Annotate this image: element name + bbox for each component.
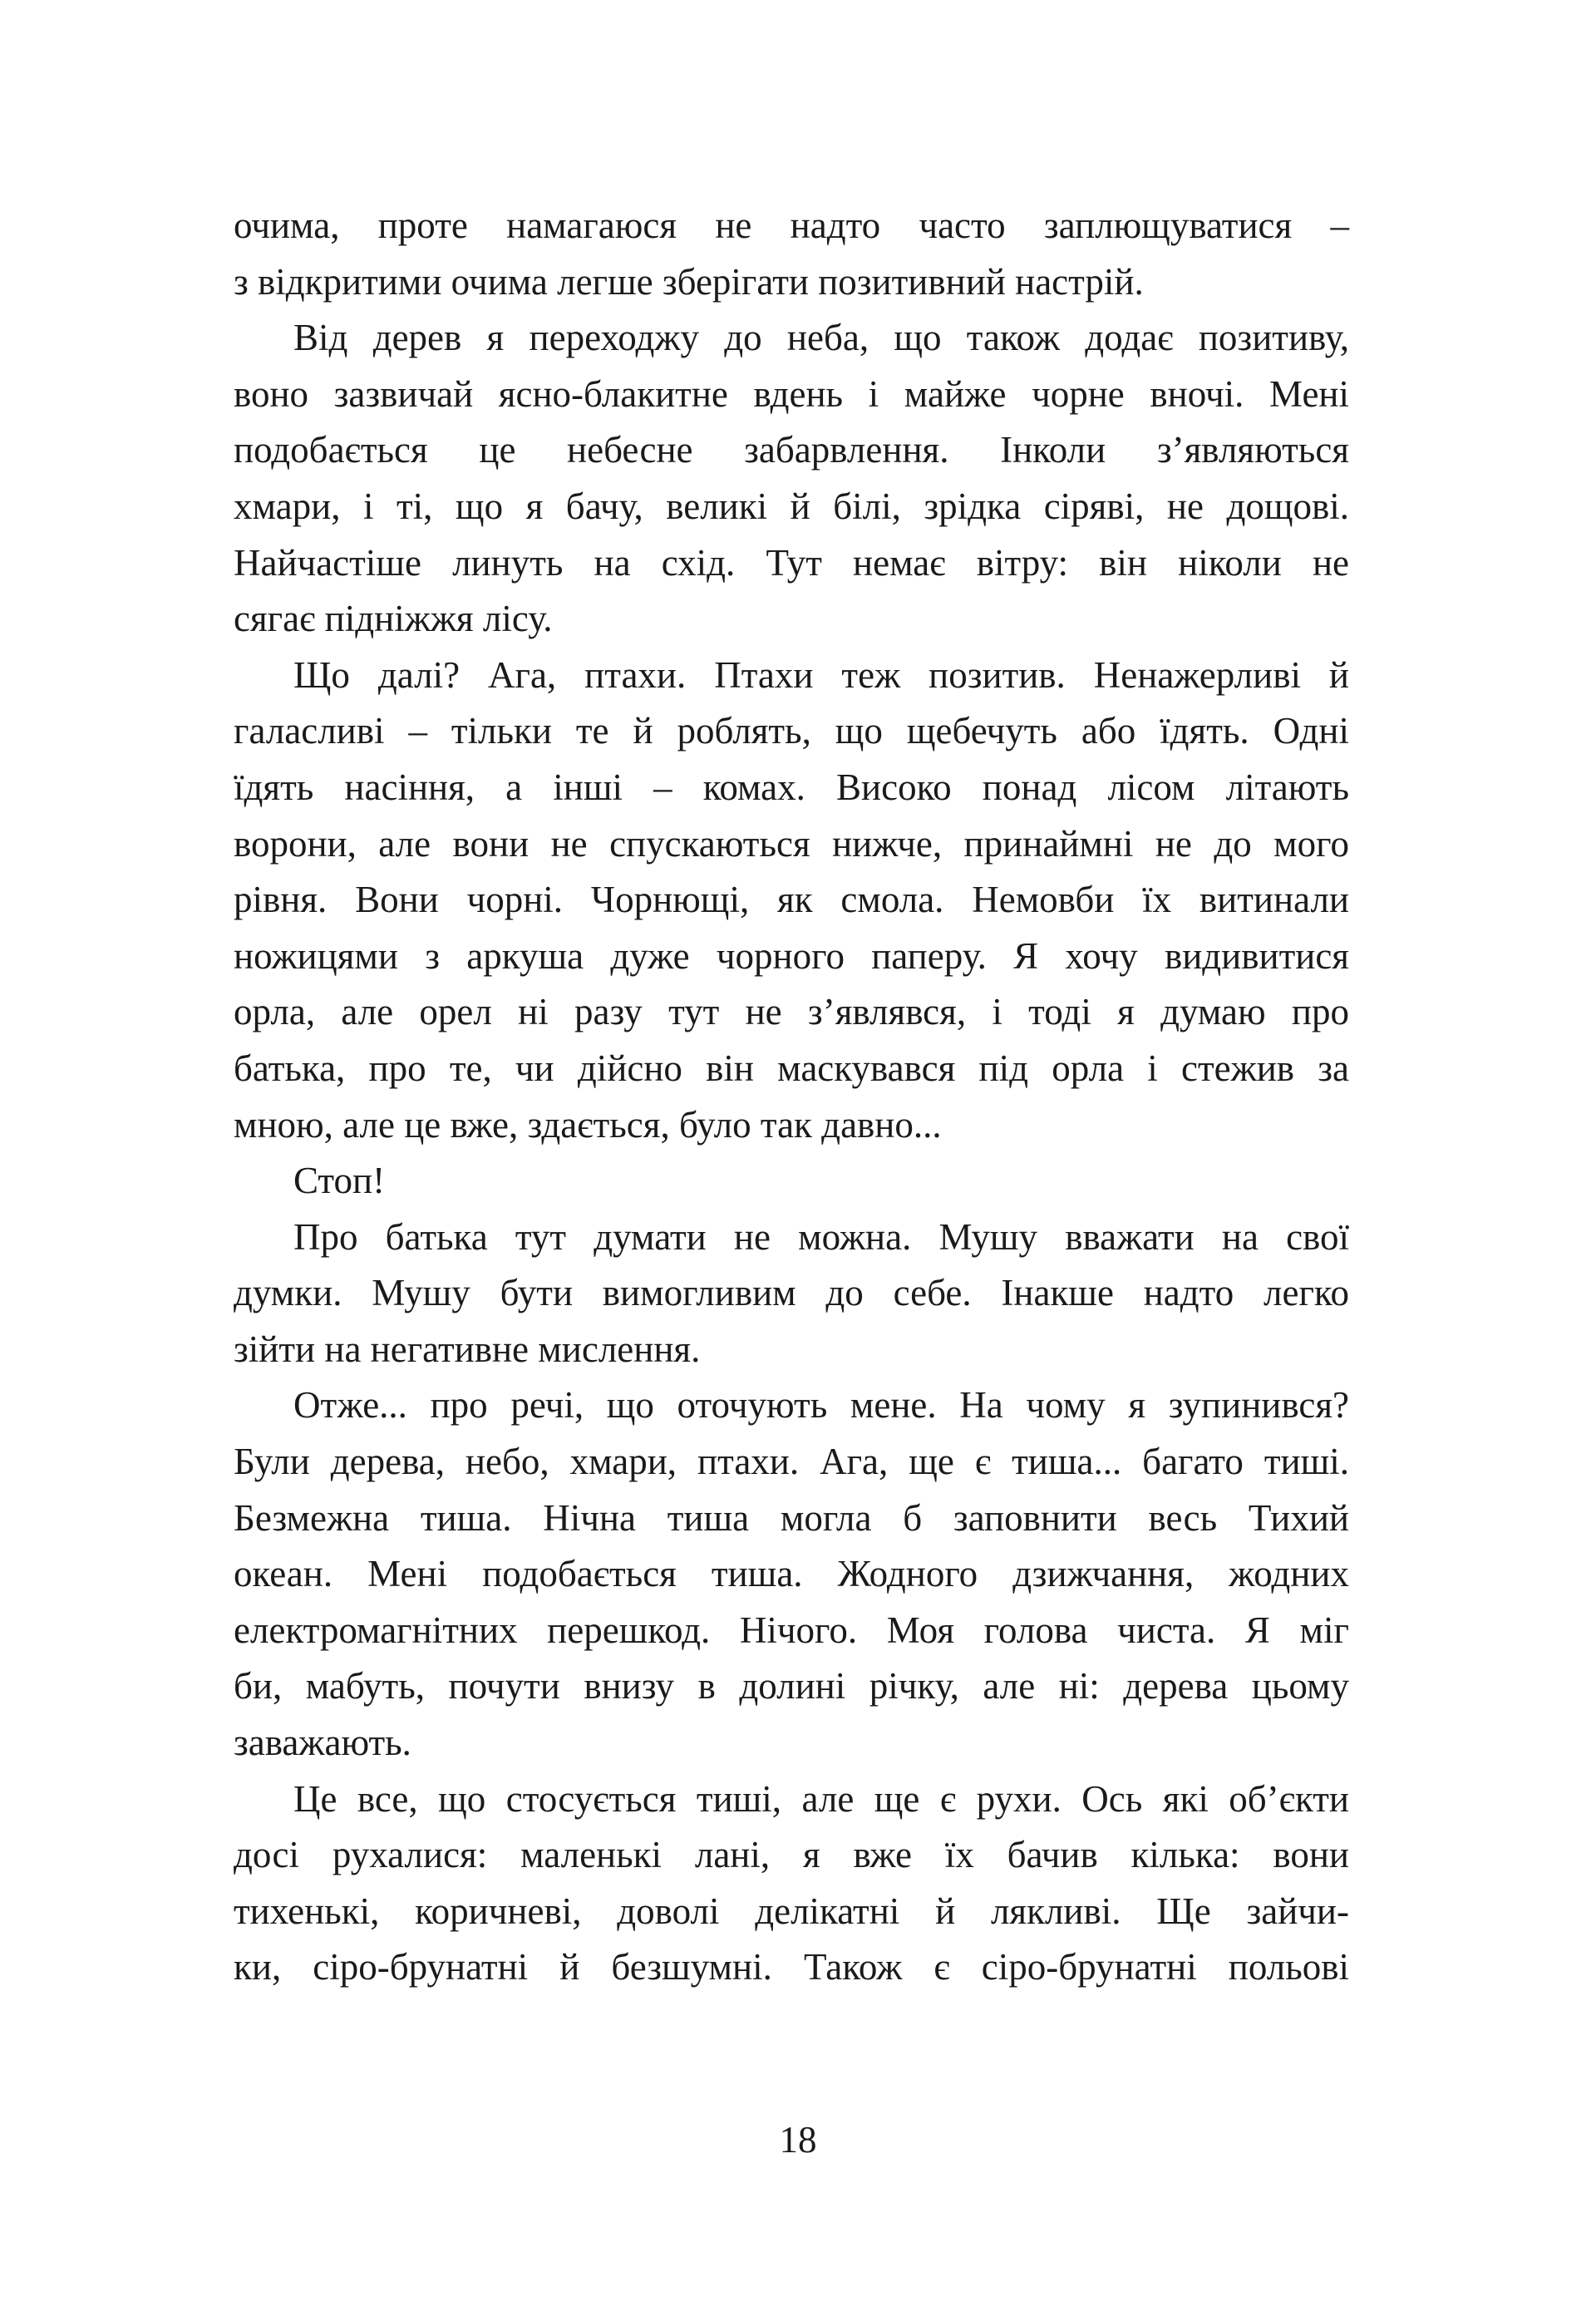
text-line: Безмежна тиша. Нічна тиша могла б заповнити весь Тихий — [234, 1496, 1349, 1539]
text-line: Стоп! — [293, 1160, 386, 1202]
text-line: рівня. Вони чорні. Чорнющі, як смола. Немовби їх витинали — [234, 879, 1349, 921]
text-line: Найчастіше линуть на схід. Тут немає вітру: він ніколи не — [234, 541, 1349, 584]
text-line: Що далі? Ага, птахи. Птахи теж позитив. Ненажерливі й — [293, 653, 1349, 696]
paragraph — [234, 1772, 1349, 1996]
text-line: очима, проте намагаюся не надто часто заплющуватися – — [234, 205, 1349, 246]
text-line: океан. Мені подобається тиша. Жодного дзижчання, жодних — [234, 1553, 1349, 1595]
text-line: їдять насіння, а інші – комах. Високо понад лісом літають — [234, 766, 1349, 808]
text-line: досі рухалися: маленькі лані, я вже їх бачив кілька: вони — [234, 1834, 1349, 1876]
paragraph — [234, 1153, 1349, 1210]
text-line: ножицями з аркуша дуже чорного паперу. Я хочу видивитися — [234, 934, 1349, 977]
paragraph — [234, 1377, 1349, 1771]
page-body-text — [234, 198, 1349, 1996]
page-number: 18 — [779, 2119, 817, 2161]
text-line: тихенькі, коричневі, доволі делікатні й лякливі. Ще зайчи- — [234, 1890, 1349, 1932]
paragraph — [234, 648, 1349, 1153]
text-line: з відкритими очима легше зберігати позитивний настрій. — [234, 260, 1144, 303]
text-line: сягає підніжжя лісу. — [234, 598, 553, 640]
paragraph — [234, 1210, 1349, 1378]
text-line: Отже... про речі, що оточують мене. На чому я зупинився? — [293, 1384, 1349, 1427]
text-line: орла, але орел ні разу тут не з’являвся, і тоді я думаю про — [234, 991, 1349, 1033]
text-line: мною, але це вже, здається, було так давно... — [234, 1103, 942, 1146]
text-line: Від дерев я переходжу до неба, що також додає позитиву, — [293, 317, 1349, 359]
paragraph — [234, 310, 1349, 648]
text-line: зійти на негативне мислення. — [234, 1328, 701, 1370]
text-line: ворони, але вони не спускаються нижче, принаймні не до мого — [234, 822, 1349, 865]
text-line: воно зазвичай ясно-блакитне вдень і майже чорне вночі. Мені — [234, 372, 1349, 415]
text-line: ки, сіро-брунатні й безшумні. Також є сіро-брунатні польові — [234, 1946, 1349, 1988]
paragraph — [234, 198, 1349, 310]
text-line: заважають. — [234, 1722, 411, 1764]
text-line: хмари, і ті, що я бачу, великі й білі, зрідка сіряві, не дощові. — [234, 485, 1349, 527]
text-line: галасливі – тільки те й роблять, що щебечуть або їдять. Одні — [234, 710, 1349, 752]
text-line: Про батька тут думати не можна. Мушу вважати на свої — [293, 1215, 1349, 1258]
text-line: електромагнітних перешкод. Нічого. Моя голова чиста. Я міг — [234, 1609, 1349, 1651]
text-line: батька, про те, чи дійсно він маскувався під орла і стежив за — [234, 1047, 1349, 1089]
text-line: би, мабуть, почути внизу в долині річку, але ні: дерева цьому — [234, 1665, 1349, 1707]
text-line: Були дерева, небо, хмари, птахи. Ага, ще є тиша... багато тиші. — [234, 1441, 1349, 1483]
text-line: подобається це небесне забарвлення. Інколи з’являються — [234, 429, 1349, 471]
text-line: думки. Мушу бути вимогливим до себе. Інакше надто легко — [234, 1272, 1349, 1314]
text-line: Це все, що стосується тиші, але ще є рухи. Ось які об’єкти — [293, 1777, 1349, 1820]
